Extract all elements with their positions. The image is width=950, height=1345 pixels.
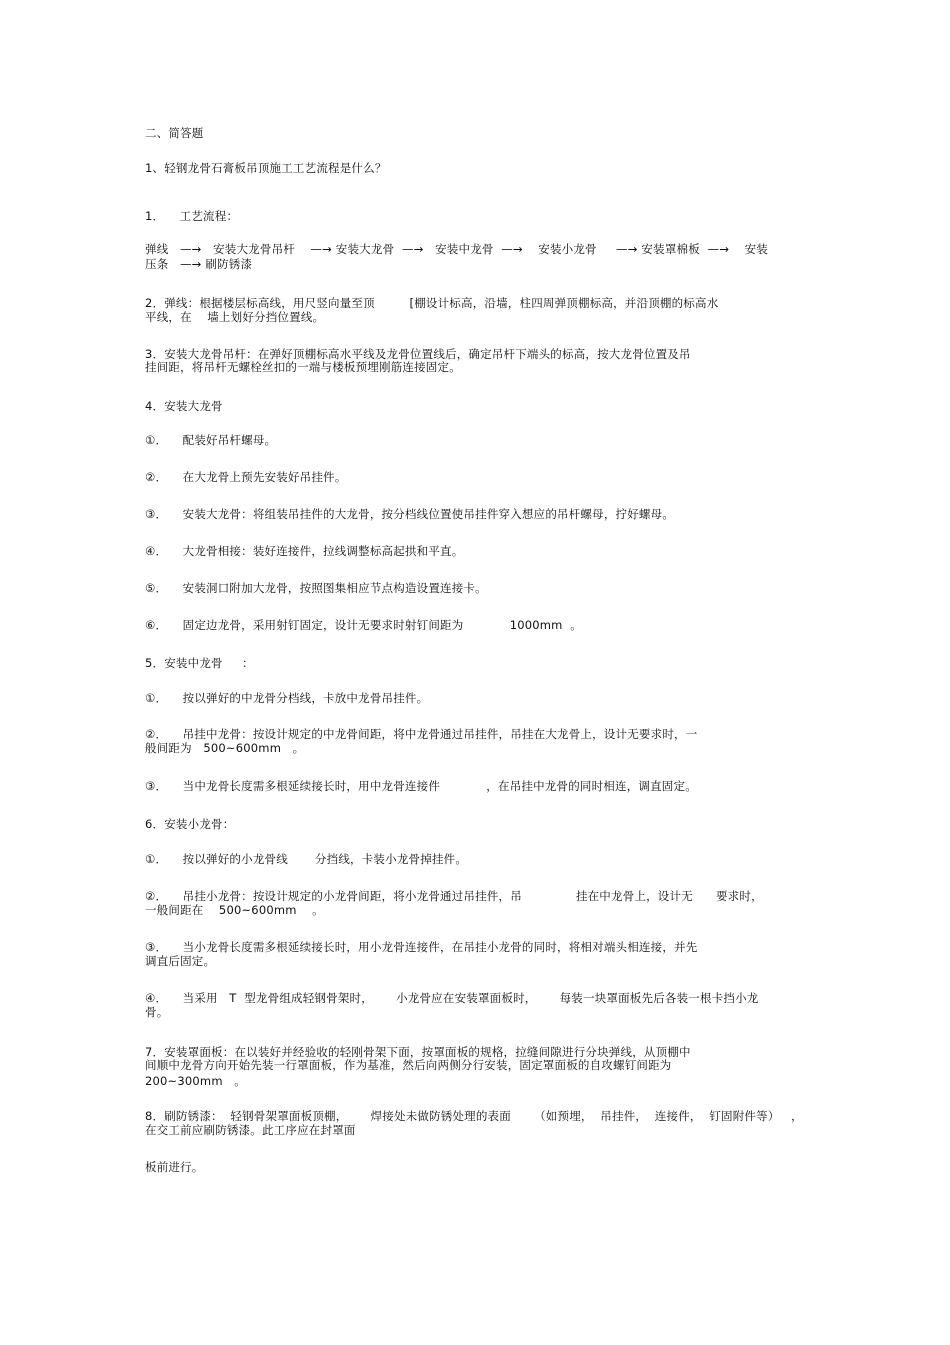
step-3-line-1: 3．安装大龙骨吊杆：在弹好顶棚标高水平线及龙骨位置线后，确定吊杆下端头的标高，按大龙骨位置及吊 bbox=[145, 347, 691, 361]
step-7-line-3: 200~300mm 。 bbox=[145, 1074, 247, 1088]
step-4-item-1: ①． 配装好吊杆螺母。 bbox=[145, 433, 277, 447]
step-6-title: 6．安装小龙骨： bbox=[145, 817, 235, 831]
step-6-item-4-line-1: ④． 当采用 T 型龙骨组成轻钢骨架时， 小龙骨应在安装罩面板时， 每装一块罩面板先后各装一根卡挡小龙 bbox=[145, 991, 759, 1005]
process-flow-line-2: 压条 —→ 刷防锈漆 bbox=[145, 257, 253, 271]
step-5-title: 5．安装中龙骨 ： bbox=[145, 656, 254, 670]
step-5-item-3: ③． 当中龙骨长度需多根延续接长时，用中龙骨连接件 ，在吊挂中龙骨的同时相连，调直固定。 bbox=[145, 779, 697, 793]
step-8-line-3: 板前进行。 bbox=[145, 1160, 204, 1174]
step-4-title: 4．安装大龙骨 bbox=[145, 399, 223, 413]
step-5-item-2-line-2: 般间距为 500~600mm 。 bbox=[145, 741, 305, 755]
question-1: 1、轻钢龙骨石膏板吊顶施工工艺流程是什么？ bbox=[145, 161, 387, 175]
process-flow-line-1: 弹线 —→ 安装大龙骨吊杆 —→ 安装大龙骨 —→ 安装中龙骨 —→ 安装小龙骨 —→ 安装罩棉板 —→ 安装 bbox=[145, 242, 768, 256]
step-7-line-1: 7．安装罩面板：在以装好并经验收的轻刚骨架下面，按罩面板的规格，拉缝间隙进行分块弹线，从顶棚中 bbox=[145, 1045, 691, 1059]
step-4-item-3: ③． 安装大龙骨：将组装吊挂件的大龙骨，按分档线位置使吊挂件穿入想应的吊杆螺母，拧好螺母。 bbox=[145, 507, 675, 521]
step-5-item-1: ①． 按以弹好的中龙骨分档线，卡放中龙骨吊挂件。 bbox=[145, 691, 429, 705]
step-5-item-2-line-1: ②． 吊挂中龙骨：按设计规定的中龙骨间距，将中龙骨通过吊挂件，吊挂在大龙骨上，设计无要求时，一 bbox=[145, 727, 698, 741]
step-6-item-2-line-1: ②． 吊挂小龙骨：按设计规定的小龙骨间距，将小龙骨通过吊挂件，吊 挂在中龙骨上，设计无 要求时， bbox=[145, 889, 763, 903]
step-6-item-4-line-2: 骨。 bbox=[145, 1005, 169, 1019]
step-4-item-6: ⑥． 固定边龙骨，采用射钉固定，设计无要求时射钉间距为 1000mm 。 bbox=[145, 618, 582, 632]
step-6-item-3-line-1: ③． 当小龙骨长度需多根延续接长时，用小龙骨连接件，在吊挂小龙骨的同时，将相对端头相连接，并先 bbox=[145, 940, 698, 954]
step-6-item-3-line-2: 调直后固定。 bbox=[145, 954, 216, 968]
step-4-item-2: ②． 在大龙骨上预先安装好吊挂件。 bbox=[145, 470, 347, 484]
step-6-item-2-line-2: 一般间距在 500~600mm 。 bbox=[145, 903, 324, 917]
step-8-line-2: 在交工前应刷防锈漆。此工序应在封罩面 bbox=[145, 1123, 356, 1137]
step-2-line-2: 平线，在 墙上划好分挡位置线。 bbox=[145, 310, 325, 324]
step-6-item-1: ①． 按以弹好的小龙骨线 分挡线，卡装小龙骨掉挂件。 bbox=[145, 852, 468, 866]
process-heading: 1． 工艺流程： bbox=[145, 209, 239, 223]
section-title: 二、简答题 bbox=[145, 126, 204, 140]
step-8-line-1: 8．刷防锈漆： 轻钢骨架罩面板顶棚， 焊接处未做防锈处理的表面 （如预埋， 吊挂件， 连接件， 钉固附件等） ， bbox=[145, 1109, 803, 1123]
step-2-line-1: 2．弹线：根据楼层标高线，用尺竖向量至顶 [棚设计标高，沿墙，柱四周弹顶棚标高，并沿顶棚的标高水 bbox=[145, 296, 719, 310]
step-4-item-5: ⑤． 安装洞口附加大龙骨，按照图集相应节点构造设置连接卡。 bbox=[145, 581, 487, 595]
step-7-line-2: 间顺中龙骨方向开始先装一行罩面板，作为基准，然后向两侧分行安装，固定罩面板的自攻螺钉间距为 bbox=[145, 1058, 672, 1072]
step-3-line-2: 挂间距，将吊杆无螺栓丝扣的一端与楼板预埋刚筋连接固定。 bbox=[145, 360, 461, 374]
step-4-item-4: ④． 大龙骨相接：装好连接件，拉线调整标高起拱和平直。 bbox=[145, 544, 464, 558]
